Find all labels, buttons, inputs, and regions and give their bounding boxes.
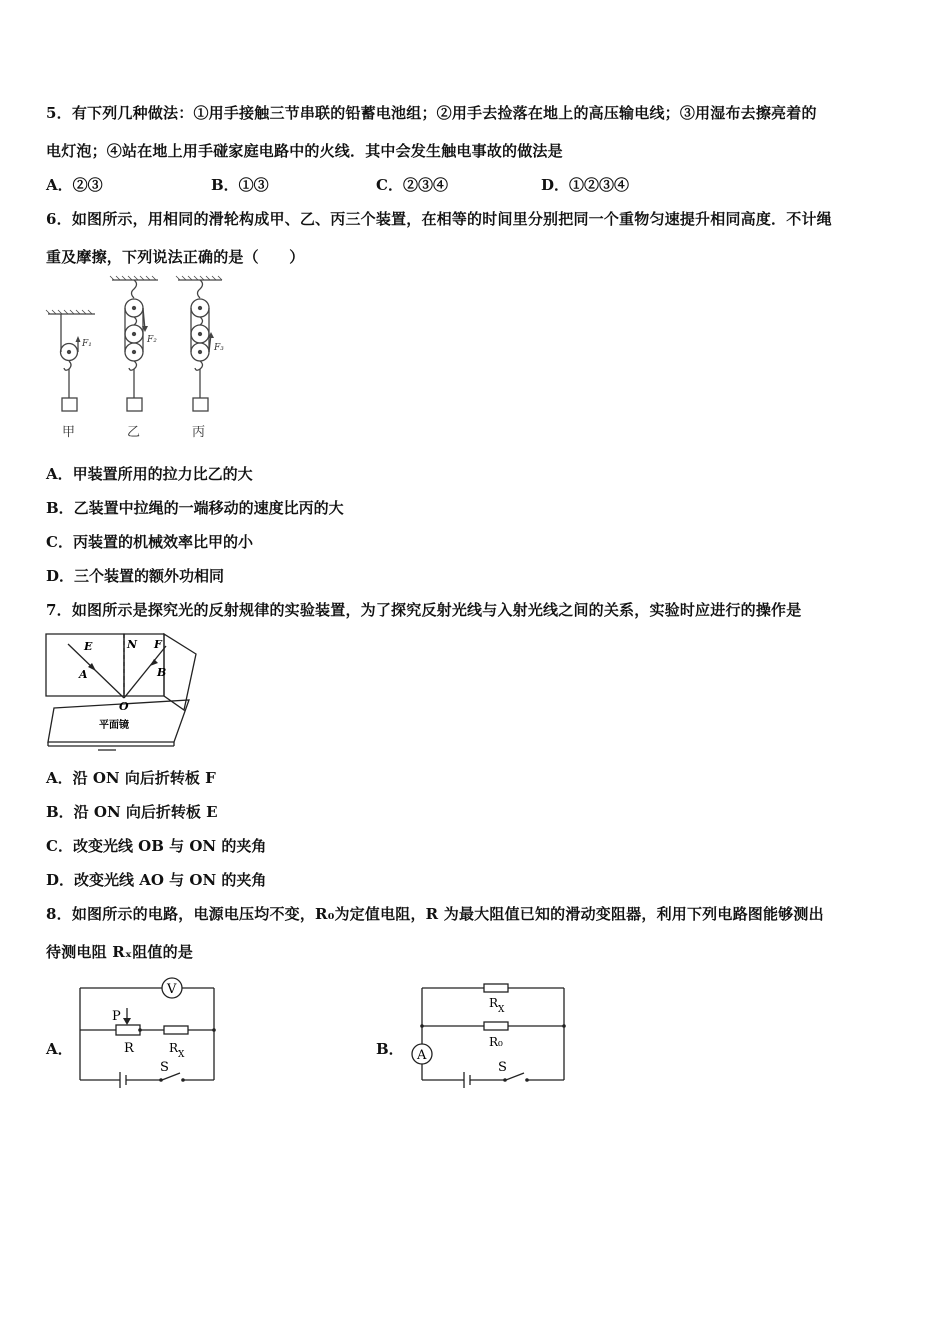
board-label-f: F bbox=[154, 638, 162, 651]
ray-label-b: B bbox=[157, 666, 167, 679]
ray-label-a: A bbox=[79, 668, 88, 681]
q7-option-b: B．沿 ON 向后折转板 E bbox=[46, 803, 218, 821]
ammeter-label: A bbox=[417, 1048, 427, 1063]
r0-label-b: R₀ bbox=[489, 1035, 503, 1049]
q5-option-b: B．①③ bbox=[211, 176, 269, 194]
q5-option-d: D．①②③④ bbox=[541, 176, 630, 194]
q8-stem-line1: 8．如图所示的电路，电源电压均不变，R₀为定值电阻，R 为最大阻值已知的滑动变阻器，利用下列电路图能够测出 bbox=[46, 905, 824, 923]
rx-subscript-b: X bbox=[498, 1005, 505, 1015]
force-f2-label: F₂ bbox=[147, 335, 157, 345]
q8-option-a-label: A． bbox=[46, 1040, 73, 1058]
normal-label-n: N bbox=[127, 638, 138, 651]
circuit-a bbox=[70, 972, 230, 1092]
q5-option-a: A．②③ bbox=[46, 176, 103, 194]
q7-option-c: C．改变光线 OB 与 ON 的夹角 bbox=[46, 837, 267, 855]
rx-label-b: R bbox=[489, 996, 499, 1010]
voltmeter-label: V bbox=[167, 982, 177, 997]
q6-option-d: D．三个装置的额外功相同 bbox=[46, 567, 225, 585]
q5-stem-line2: 电灯泡；④站在地上用手碰家庭电路中的火线．其中会发生触电事故的做法是 bbox=[46, 142, 563, 160]
figure-label-bing: 丙 bbox=[192, 425, 206, 440]
switch-label-a: S bbox=[160, 1060, 169, 1075]
q6-option-c: C．丙装置的机械效率比甲的小 bbox=[46, 533, 253, 551]
rx-subscript-a: X bbox=[178, 1050, 185, 1060]
q6-option-b: B．乙装置中拉绳的一端移动的速度比丙的大 bbox=[46, 499, 344, 517]
figure-label-yi: 乙 bbox=[127, 425, 141, 440]
mirror-label: 平面镜 bbox=[99, 720, 129, 731]
q8-option-b-label: B． bbox=[376, 1040, 404, 1058]
pulley-figure bbox=[40, 272, 250, 444]
rheostat-label-r: R bbox=[124, 1041, 134, 1056]
q7-option-d: D．改变光线 AO 与 ON 的夹角 bbox=[46, 871, 267, 889]
force-f1-label: F₁ bbox=[82, 339, 92, 349]
q6-stem-line1: 6．如图所示，用相同的滑轮构成甲、乙、丙三个装置，在相等的时间里分别把同一个重物匀速提升相同高度．不计绳 bbox=[46, 210, 832, 228]
q5-option-c: C．②③④ bbox=[376, 176, 448, 194]
q6-stem-line2: 重及摩擦，下列说法正确的是（ ） bbox=[46, 248, 305, 266]
ray-label-e: E bbox=[84, 640, 93, 653]
slider-label-p: P bbox=[112, 1009, 121, 1024]
q5-stem-line1: 5．有下列几种做法：①用手接触三节串联的铅蓄电池组；②用手去捡落在地上的高压输电线；③用湿布去擦亮着的 bbox=[46, 104, 817, 122]
q7-option-a: A．沿 ON 向后折转板 F bbox=[46, 769, 216, 787]
point-label-o: O bbox=[119, 700, 129, 713]
figure-label-jia: 甲 bbox=[62, 425, 76, 440]
force-f3-label: F₃ bbox=[214, 343, 224, 353]
switch-label-b: S bbox=[498, 1060, 507, 1075]
rx-label-a: R bbox=[169, 1041, 179, 1055]
q8-stem-line2: 待测电阻 Rₓ阻值的是 bbox=[46, 943, 194, 961]
reflection-figure bbox=[44, 630, 204, 752]
circuit-b bbox=[400, 972, 580, 1092]
q6-option-a: A．甲装置所用的拉力比乙的大 bbox=[46, 465, 253, 483]
q7-stem-line1: 7．如图所示是探究光的反射规律的实验装置，为了探究反射光线与入射光线之间的关系，实验时应进行的操作是 bbox=[46, 601, 802, 619]
